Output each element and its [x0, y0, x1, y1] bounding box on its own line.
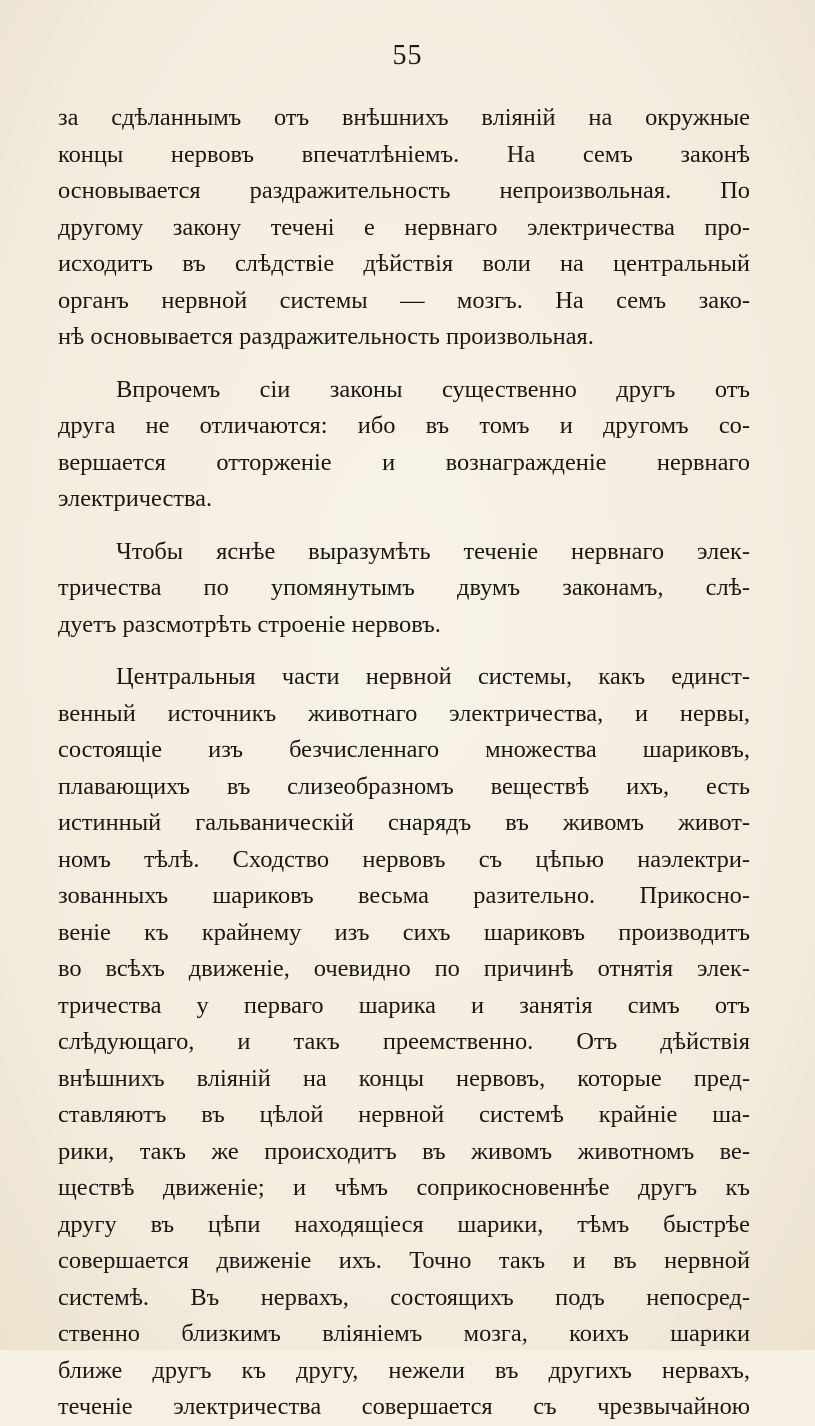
text-line: во всѣхъ движеніе, очевидно по причинѣ отнятія элек- [58, 955, 750, 982]
text-line: зованныхъ шариковъ весьма разительно. Прикосно- [58, 882, 750, 909]
text-line: рики, такъ же происходитъ въ живомъ животномъ ве- [58, 1137, 750, 1165]
text-line: слѣдующаго, и такъ преемственно. Отъ дѣйствія [58, 1028, 750, 1055]
text-line: нѣ основывается раздражительность произвольная. [58, 323, 594, 350]
text-line: совершается движеніе ихъ. Точно такъ и въ нервной [58, 1247, 750, 1274]
text-line: органъ нервной системы — мозгъ. На семъ зако- [58, 286, 750, 314]
page-number: 55 [392, 40, 423, 71]
text-line: внѣшнихъ вліяній на концы нервовъ, которые пред- [58, 1064, 750, 1092]
text-line: состоящіе изъ безчисленнаго множества шариковъ, [58, 736, 750, 763]
paragraph-2 [58, 372, 750, 518]
text-line: веніе къ крайнему изъ сихъ шариковъ производитъ [58, 918, 750, 946]
text-line: другому закону течені е нервнаго электричества про- [58, 213, 750, 241]
text-line: другу въ цѣпи находящіеся шарики, тѣмъ быстрѣе [58, 1210, 750, 1238]
text-line: теченіе электричества совершается съ чрезвычайною [58, 1393, 750, 1420]
text-line: друга не отличаются: ибо въ томъ и другомъ со- [58, 412, 750, 439]
text-line: ставляютъ въ цѣлой нервной системѣ крайніе ша- [58, 1101, 750, 1128]
text-line: ществѣ движеніе; и чѣмъ соприкосновеннѣе другъ къ [58, 1174, 750, 1201]
text-line: Чтобы яснѣе выразумѣть теченіе нервнаго элек- [116, 537, 750, 565]
text-line: дуетъ разсмотрѣть строеніе нервовъ. [58, 610, 441, 638]
text-line: ближе другъ къ другу, нежели въ другихъ нервахъ, [58, 1356, 750, 1384]
text-line: исходитъ въ слѣдствіе дѣйствія воли на центральный [58, 250, 750, 277]
text-line: основывается раздражительность непроизвольная. По [58, 177, 750, 204]
text-line: Впрочемъ сіи законы существенно другъ отъ [116, 375, 750, 403]
text-line: электричества. [58, 485, 213, 512]
text-line: истинный гальваническій снарядъ въ живомъ живот- [58, 809, 750, 836]
paragraph-4 [58, 659, 750, 1426]
text-line: ственно близкимъ вліяніемъ мозга, коихъ шарики [58, 1320, 750, 1347]
text-line: системѣ. Въ нервахъ, состоящихъ подъ непосред- [58, 1283, 750, 1311]
text-line: номъ тѣлѣ. Сходство нервовъ съ цѣпью наэлектри- [58, 845, 750, 873]
paragraph-3 [58, 534, 750, 644]
text-line: Центральныя части нервной системы, какъ единст- [116, 663, 750, 690]
body-text [58, 100, 750, 1426]
text-line: за сдѣланнымъ отъ внѣшнихъ вліяній на окружные [58, 104, 750, 131]
text-line: концы нервовъ впечатлѣніемъ. На семъ законѣ [58, 140, 750, 168]
text-line: венный источникъ животнаго электричества, и нервы, [58, 699, 750, 727]
text-line: вершается отторженіе и вознагражденіе нервнаго [58, 448, 750, 476]
paragraph-1 [58, 100, 750, 356]
text-line: тричества по упомянутымъ двумъ законамъ, слѣ- [58, 574, 750, 601]
text-line: плавающихъ въ слизеобразномъ веществѣ ихъ, есть [58, 772, 750, 800]
text-line: тричества у перваго шарика и занятія симъ отъ [58, 991, 750, 1019]
